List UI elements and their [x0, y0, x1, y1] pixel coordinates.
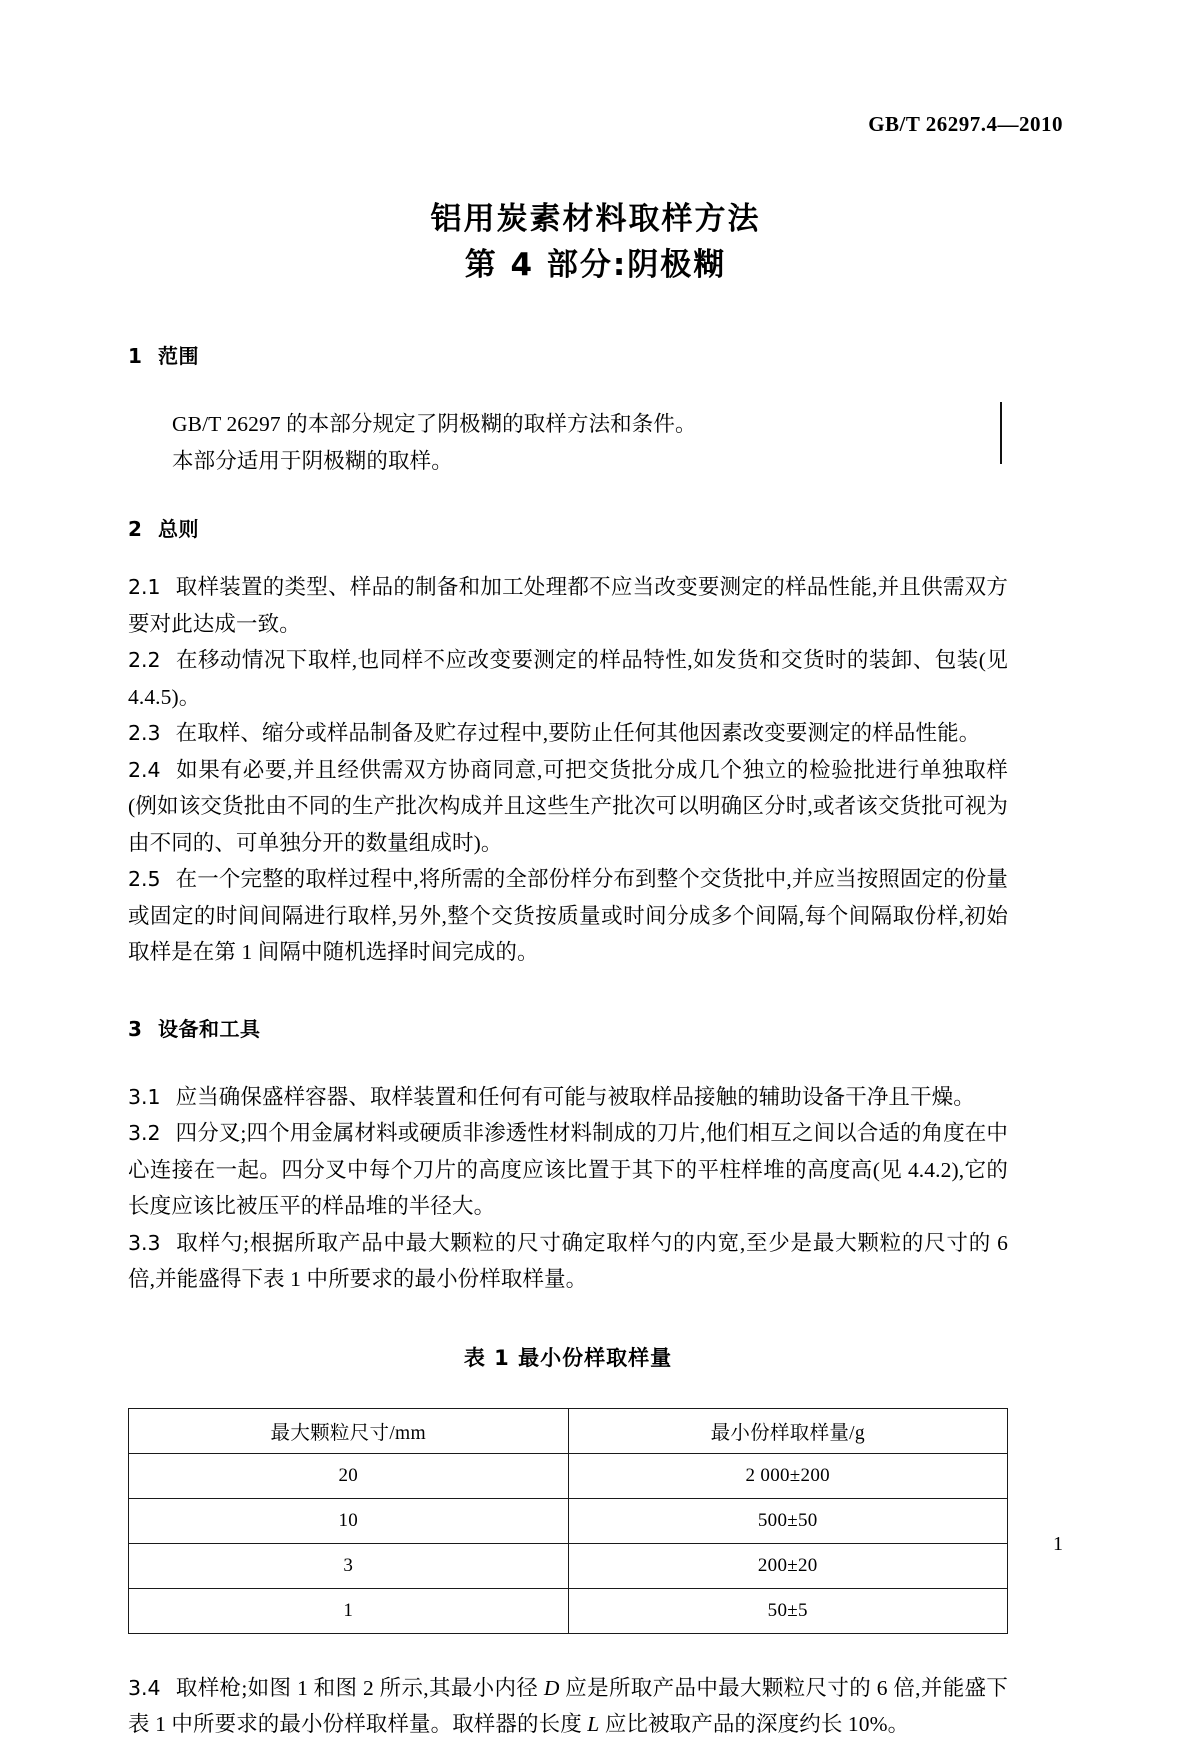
- section1-paragraph-1: GB/T 26297 的本部分规定了阴极糊的取样方法和条件。: [172, 412, 697, 436]
- section1-paragraph-2: 本部分适用于阴极糊的取样。: [172, 448, 453, 473]
- table-row: [129, 1543, 1008, 1588]
- clause-text-2-1: 取样装置的类型、样品的制备和加工处理都不应当改变要测定的样品性能,并且供需双方要对此达成一致。: [128, 575, 1008, 636]
- running-header: [128, 112, 1063, 140]
- clause-number-3-2: 3.2: [128, 1121, 161, 1145]
- title-line-1: 铝用炭素材料取样方法: [430, 201, 761, 237]
- section-number-2: 2: [128, 517, 143, 541]
- section-heading-1: [128, 342, 1008, 370]
- cell-increment-mass: 200±20: [568, 1543, 1008, 1588]
- section-title-2: 总则: [158, 517, 199, 541]
- clause-text-3-4-part1: 取样枪;如图 1 和图 2 所示,其最小内径: [175, 1675, 544, 1700]
- cell-particle-size: 20: [129, 1453, 569, 1498]
- table-caption: 表 1 最小份样取样量: [463, 1345, 673, 1370]
- clause-2-5: [128, 861, 1008, 971]
- clause-number-3-3: 3.3: [128, 1230, 161, 1255]
- clause-2-4: [128, 752, 1008, 862]
- cell-particle-size: 1: [129, 1588, 569, 1633]
- clause-number-2-2: 2.2: [128, 648, 161, 672]
- section-heading-3: [128, 1015, 1008, 1043]
- variable-d: D: [543, 1675, 560, 1700]
- clause-2-1: [128, 569, 1008, 642]
- cell-increment-mass: 500±50: [568, 1498, 1008, 1543]
- section-number-1: 1: [128, 344, 143, 368]
- section-number-3: 3: [128, 1016, 143, 1041]
- cell-increment-mass: 50±5: [568, 1588, 1008, 1633]
- document-body: [128, 342, 1008, 1743]
- clause-text-2-3: 在取样、缩分或样品制备及贮存过程中,要防止任何其他因素改变要测定的样品性能。: [175, 721, 981, 745]
- clause-number-2-1: 2.1: [128, 575, 161, 599]
- clause-2-2: [128, 642, 1008, 715]
- table-header-row: [129, 1408, 1008, 1453]
- document-title: [0, 196, 1191, 288]
- table-row: [129, 1588, 1008, 1633]
- clause-3-3: [128, 1225, 1008, 1298]
- cell-increment-mass: 2 000±200: [568, 1453, 1008, 1498]
- clause-text-3-3: 取样勺;根据所取产品中最大颗粒的尺寸确定取样勺的内宽,至少是最大颗粒的尺寸的 6 倍,并能盛得下表 1 中所要求的最小份样取样量。: [128, 1230, 1008, 1291]
- cell-particle-size: 10: [129, 1498, 569, 1543]
- clause-3-2: [128, 1115, 1008, 1225]
- title-line-2: 第 4 部分:阴极糊: [464, 247, 727, 283]
- clause-text-3-4-part2: 应是所取产品中最大颗粒尺寸的 6 倍,并能盛下表 1 中所要求的最小份样取样量。取样器的长度: [128, 1675, 1008, 1736]
- clause-3-4: [128, 1670, 1008, 1743]
- minimum-increment-mass-table: [128, 1408, 1008, 1634]
- clause-number-2-3: 2.3: [128, 721, 161, 745]
- cell-particle-size: 3: [129, 1543, 569, 1588]
- page-number: 1: [1053, 1533, 1063, 1555]
- clause-2-3: [128, 715, 1008, 752]
- table-row: [129, 1498, 1008, 1543]
- column-header-min-increment-mass: 最小份样取样量/g: [568, 1408, 1008, 1453]
- clause-text-2-5: 在一个完整的取样过程中,将所需的全部份样分布到整个交货批中,并应当按照固定的份量或固定的时间间隔进行取样,另外,整个交货按质量或时间分成多个间隔,每个间隔取份样,初始取样是在第 1 间隔中随机选择时间完成的。: [128, 867, 1008, 964]
- section-title-3: 设备和工具: [158, 1016, 261, 1041]
- variable-l: L: [587, 1712, 600, 1736]
- section-heading-2: [128, 515, 1008, 543]
- clause-number-3-1: 3.1: [128, 1084, 161, 1109]
- standard-number: GB/T 26297.4—2010: [868, 112, 1063, 136]
- clause-number-2-4: 2.4: [128, 757, 161, 782]
- clause-text-3-2: 四分叉;四个用金属材料或硬质非渗透性材料制成的刀片,他们相互之间以合适的角度在中心连接在一起。四分叉中每个刀片的高度应该比置于其下的平柱样堆的高度高(见 4.4.2),它的长度应该比被压平的样品堆的半径大。: [128, 1121, 1008, 1218]
- clause-number-2-5: 2.5: [128, 867, 161, 891]
- clause-text-3-1: 应当确保盛样容器、取样装置和任何有可能与被取样品接触的辅助设备干净且干燥。: [175, 1084, 975, 1109]
- clause-3-1: [128, 1079, 1008, 1116]
- table-row: [129, 1453, 1008, 1498]
- section-title-1: 范围: [158, 344, 199, 368]
- clause-text-3-4-part3: 应比被取产品的深度约长 10%。: [599, 1712, 910, 1736]
- clause-text-2-2: 在移动情况下取样,也同样不应改变要测定的样品特性,如发货和交货时的装卸、包装(见4.4.5)。: [128, 648, 1008, 709]
- column-header-max-particle-size: 最大颗粒尺寸/mm: [129, 1408, 569, 1453]
- clause-text-2-4: 如果有必要,并且经供需双方协商同意,可把交货批分成几个独立的检验批进行单独取样(例如该交货批由不同的生产批次构成并且这些生产批次可以明确区分时,或者该交货批可视为由不同的、可单独分开的数量组成时)。: [128, 757, 1008, 855]
- clause-number-3-4: 3.4: [128, 1675, 161, 1700]
